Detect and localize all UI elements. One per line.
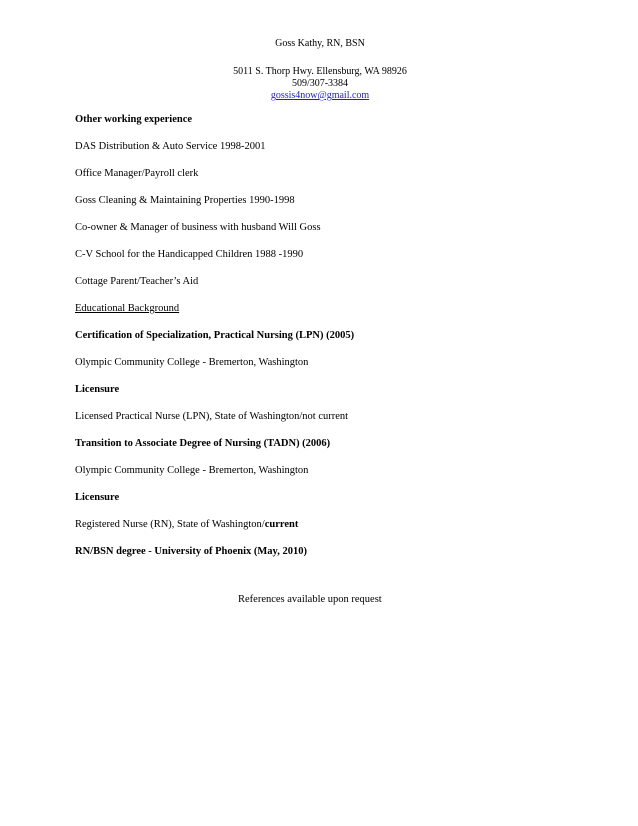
job-title-office-manager: Office Manager/Payroll clerk [75,168,199,179]
address: 5011 S. Thorp Hwy. Ellensburg, WA 98926 [233,66,407,77]
section-heading-other-experience: Other working experience [75,114,193,125]
job-title-co-owner: Co-owner & Manager of business with husband Will Goss [75,222,321,233]
license-rn-status: current [264,519,299,530]
employer-das-distribution: DAS Distribution & Auto Service 1998-2001 [75,141,266,152]
job-title-cottage-parent: Cottage Parent/Teacher’s Aid [75,276,199,287]
school-olympic-college: Olympic Community College - Bremerton, Washington [75,357,309,368]
credential-tadn: Transition to Associate Degree of Nursing (TADN) (2006) [75,438,331,449]
license-rn [75,518,298,531]
section-heading-education: Educational Background [75,303,180,314]
phone-number: 509/307-3384 [291,78,349,89]
credential-rn-bsn: RN/BSN degree - University of Phoenix (May, 2010) [75,546,307,557]
credential-lpn-certification: Certification of Specialization, Practical Nursing (LPN) (2005) [75,330,355,341]
section-heading-licensure: Licensure [75,384,120,395]
license-lpn: Licensed Practical Nurse (LPN), State of Washington/not current [75,411,349,422]
employer-goss-cleaning: Goss Cleaning & Maintaining Properties 1990-1998 [75,195,295,206]
section-heading-licensure-2: Licensure [75,492,120,503]
references-note: References available upon request [238,594,382,605]
email-link[interactable]: gossis4now@gmail.com [270,90,370,101]
employer-cv-school: C-V School for the Handicapped Children 1988 -1990 [75,249,304,260]
school-olympic-college-2: Olympic Community College - Bremerton, Washington [75,465,309,476]
license-rn-text: Registered Nurse (RN), State of Washington/ [75,519,265,530]
applicant-name: Goss Kathy, RN, BSN [275,38,365,49]
